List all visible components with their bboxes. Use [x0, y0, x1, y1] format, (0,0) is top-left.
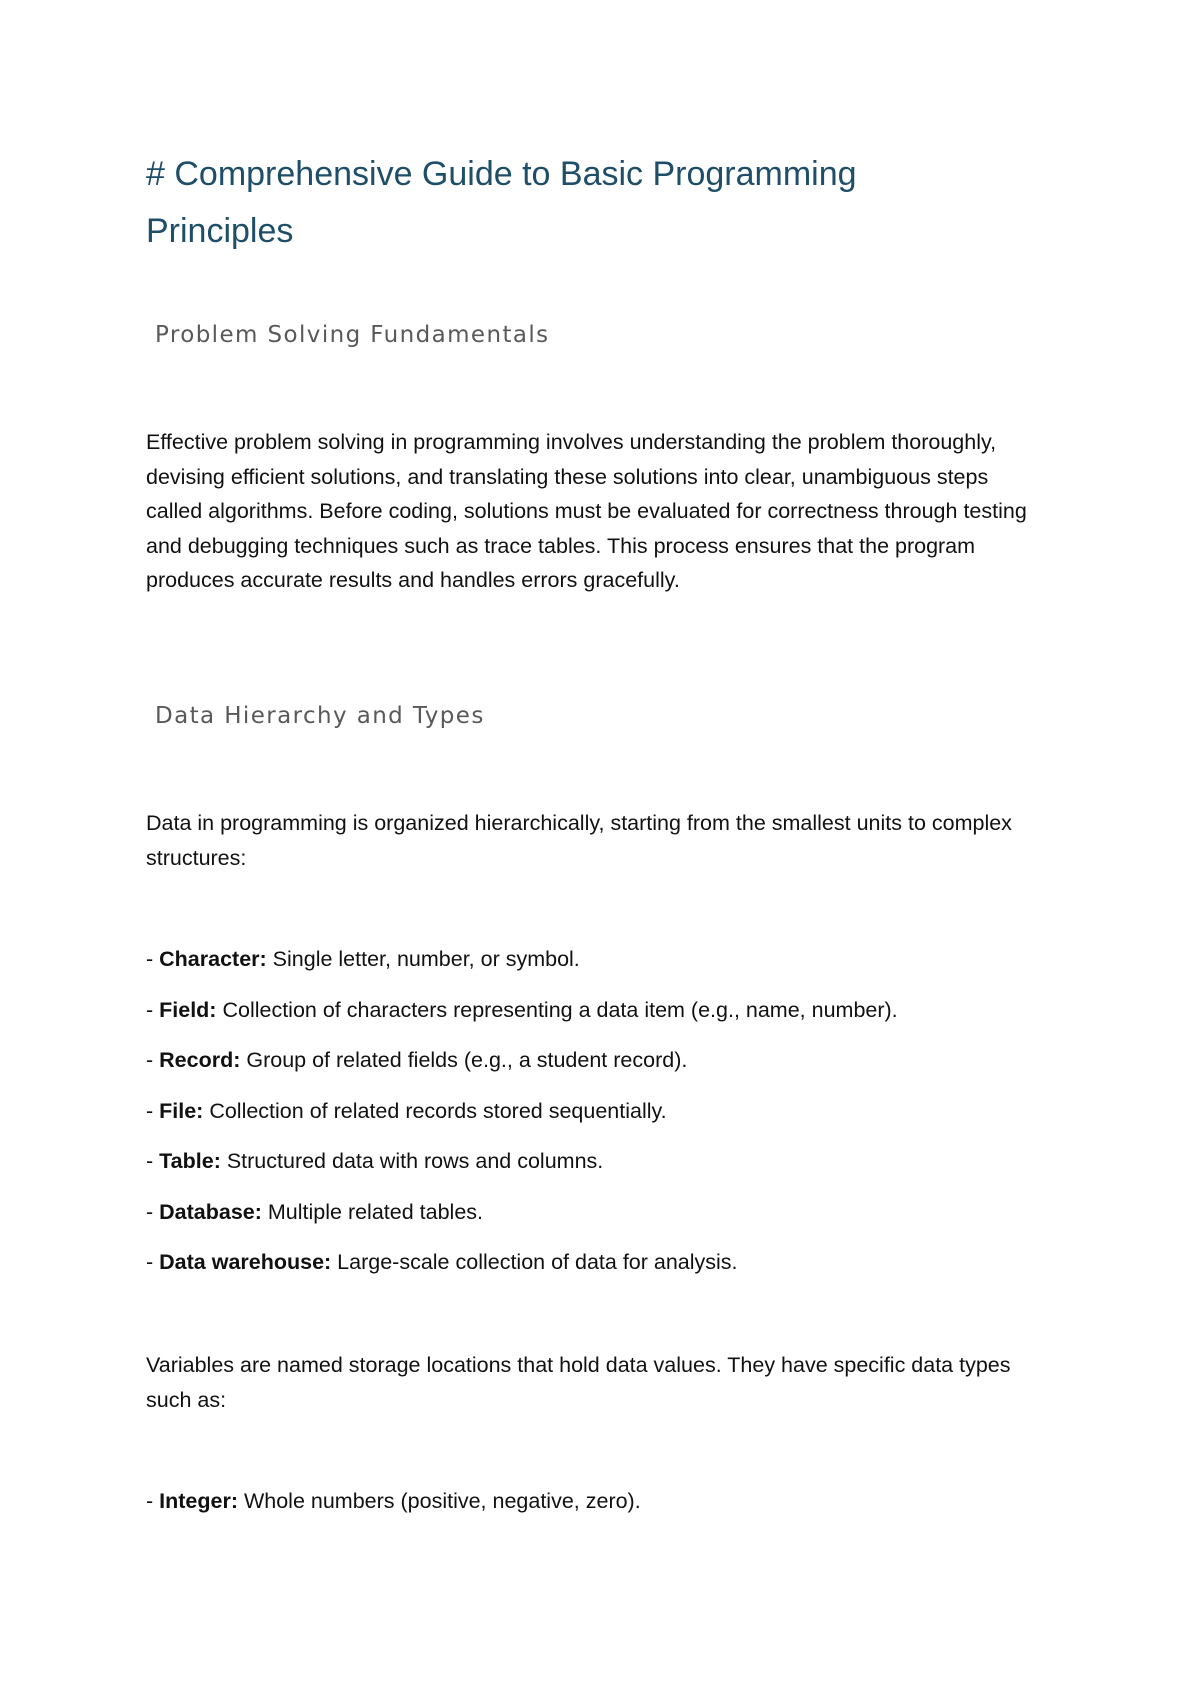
list-item [146, 1096, 898, 1147]
list-bullet: - [146, 1250, 160, 1274]
list-bullet: - [146, 1098, 160, 1123]
list-item-desc: Large-scale collection of data for analysis. [331, 1250, 738, 1274]
list-bullet: - [146, 1199, 160, 1224]
list-item [146, 995, 898, 1046]
list-item-term: Record: [159, 1048, 241, 1072]
list-item-term: Database: [159, 1199, 262, 1224]
list-item-term: File: [159, 1098, 204, 1123]
variables-intro: Variables are named storage locations that hold data values. They have specific data types such as: [146, 1353, 1011, 1412]
list-item-term: Character: [159, 947, 267, 971]
data-types-list [146, 1486, 641, 1537]
list-bullet: - [146, 1048, 160, 1072]
problem-solving-paragraph: Effective problem solving in programming involves understanding the problem thoroughly, devising efficient solutions, and translating these solutions into clear, unambiguous steps called algorithms. Before coding, solutions must be evaluated for correctness through testing and debugging techniques such as trace tables. This process ensures that the program produces accurate results and handles errors gracefully. [146, 430, 1027, 592]
list-item-desc: Structured data with rows and columns. [220, 1149, 604, 1173]
list-item-term: Data warehouse: [159, 1250, 332, 1274]
document-title: # Comprehensive Guide to Basic Programming Principles [146, 155, 857, 250]
list-item-term: Field: [159, 997, 217, 1022]
list-bullet: - [146, 1149, 160, 1173]
list-item [146, 1247, 898, 1298]
list-item [146, 944, 898, 995]
list-item [146, 1045, 898, 1096]
list-item-desc: Whole numbers (positive, negative, zero). [237, 1489, 641, 1513]
data-hierarchy-list [146, 944, 898, 1298]
list-item-desc: Collection of related records stored sequentially. [203, 1098, 667, 1123]
list-item-desc: Group of related fields (e.g., a student record). [240, 1048, 688, 1072]
list-item-desc: Multiple related tables. [261, 1199, 483, 1224]
list-item-term: Table: [159, 1149, 221, 1173]
list-bullet: - [146, 947, 160, 971]
section-heading-problem-solving: Problem Solving Fundamentals [155, 322, 550, 348]
list-item-desc: Single letter, number, or symbol. [266, 947, 580, 971]
section-heading-data-hierarchy: Data Hierarchy and Types [155, 703, 485, 729]
list-item [146, 1486, 641, 1537]
list-bullet: - [146, 1489, 160, 1513]
list-bullet: - [146, 997, 160, 1022]
list-item [146, 1197, 898, 1248]
list-item-desc: Collection of characters representing a data item (e.g., name, number). [216, 997, 898, 1022]
data-hierarchy-intro: Data in programming is organized hierarchically, starting from the smallest units to complex structures: [146, 811, 1012, 870]
list-item [146, 1146, 898, 1197]
list-item-term: Integer: [159, 1489, 238, 1513]
